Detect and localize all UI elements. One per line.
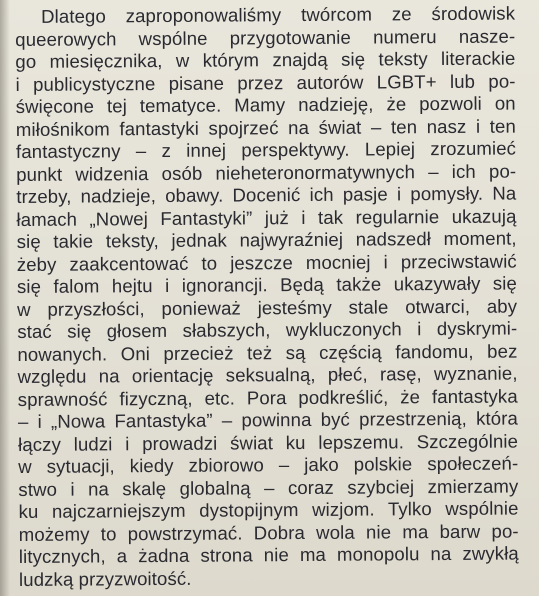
text-line: sprawność fizyczną, etc. Pora podkreślić, że fantastyka: [17, 385, 518, 410]
text-line: w sytuacji, kiedy zbiorowo – jako polskie społeczeń-: [18, 452, 519, 477]
text-line: stwo i na skalę globalną – coraz szybciej zmierzamy: [18, 474, 519, 500]
text-line: święcone tej tematyce. Mamy nadzieję, że pozwoli on: [15, 92, 516, 117]
text-line: względu na orientację seksualną, płeć, rasę, wyznanie,: [17, 362, 518, 387]
text-line: trzeby, nadzieje, obawy. Docenić ich pasje i pomysły. Na: [16, 182, 517, 207]
text-line: litycznych, a żadna strona nie ma monopolu na zwykłą: [18, 542, 519, 567]
text-line: fantastyczny – z innej perspektywy. Lepiej zrozumieć: [15, 137, 517, 162]
text-line: punkt widzenia osób nieheteronormatywnych – ich po-: [16, 160, 517, 185]
text-line: nowanych. Oni przecież też są częścią fandomu, bez: [17, 340, 518, 365]
page-edge-shadow: [0, 0, 10, 596]
text-line: go miesięcznika, w którym znajdą się teksty literackie: [15, 47, 516, 72]
text-line: miłośnikom fantastyki spojrzeć na świat – ten nasz i ten: [15, 115, 516, 140]
text-line: Dlatego zaproponowaliśmy twórcom ze środowisk: [40, 2, 516, 27]
text-line: łączy ludzi i prowadzi świat ku lepszemu. Szczególnie: [17, 429, 519, 455]
text-line: możemy to powstrzymać. Dobra wola nie ma barw po-: [18, 519, 519, 545]
text-line: stać się głosem słabszych, wykluczonych i dyskrymi-: [17, 317, 518, 342]
text-line: w przyszłości, ponieważ jesteśmy stale otwarci, aby: [17, 295, 518, 320]
text-line: ku najczarniejszym dystopijnym wizjom. Tylko wspólnie: [18, 497, 519, 522]
text-line: i publicystyczne pisane przez autorów LGBT+ lub po-: [15, 70, 516, 95]
cut-off-next-paragraph: [20, 583, 460, 596]
text-line: żeby zaakcentować to jeszcze mocniej i przeciwstawić: [16, 250, 517, 275]
text-line: się falom hejtu i ignorancji. Będą także ukazywały się: [16, 272, 518, 297]
text-line: – i „Nowa Fantastyka” – powinna być przestrzenią, która: [17, 407, 518, 432]
text-line: się takie teksty, jednak najwyraźniej nadszedł moment,: [16, 227, 517, 252]
article-paragraph: [15, 3, 519, 591]
text-line: queerowych wspólne przygotowanie numeru nasze-: [15, 25, 516, 50]
text-line: łamach „Nowej Fantastyki” już i tak regularnie ukazują: [16, 205, 517, 230]
text-line: ludzką przyzwoitość.: [18, 567, 192, 590]
